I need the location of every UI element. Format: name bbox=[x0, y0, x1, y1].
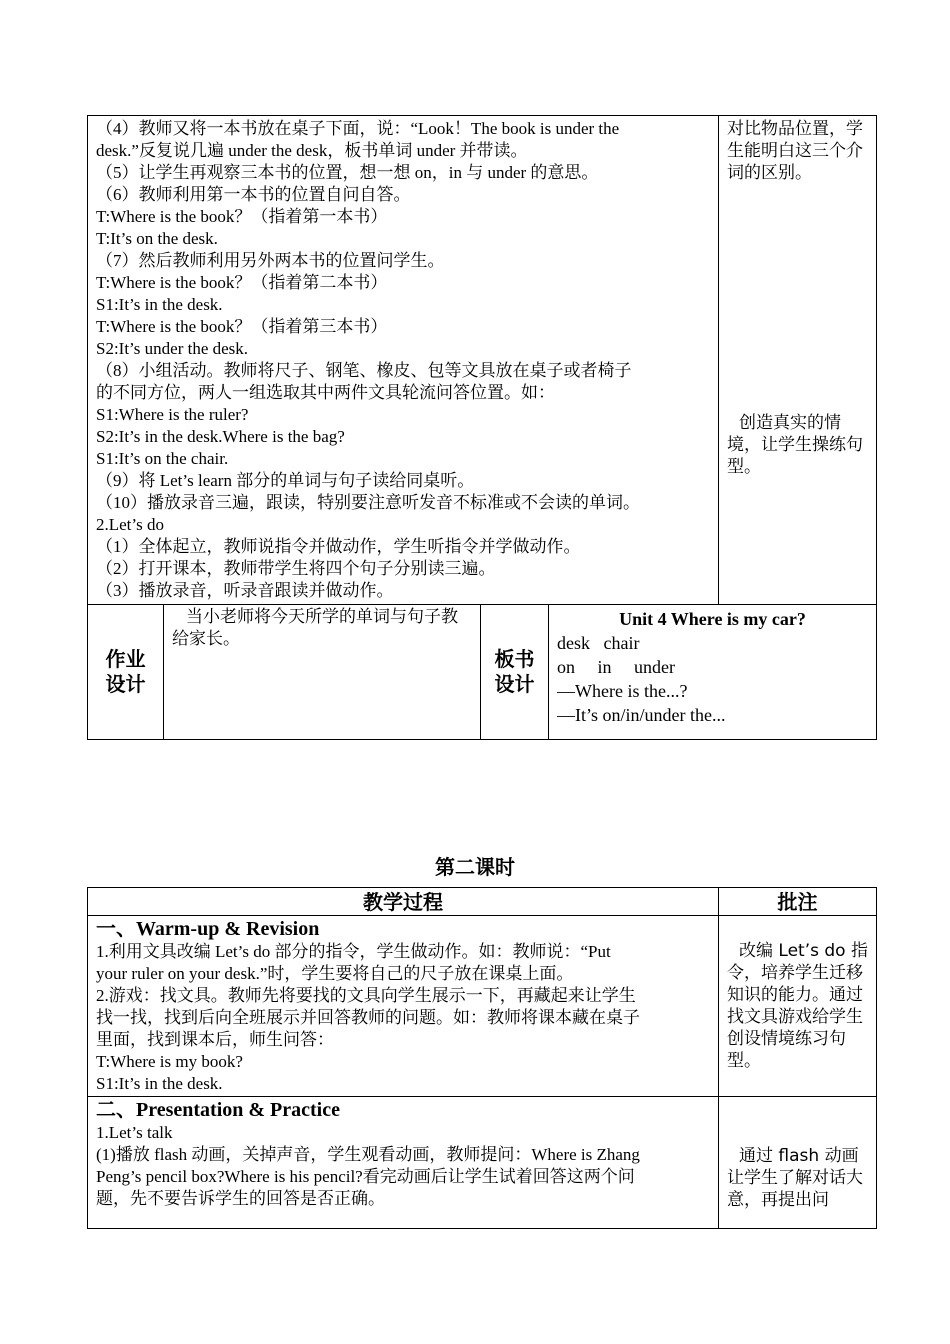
presentation-line: Peng’s pencil box?Where is his pencil?看完动画后让学生试着回答这两个问 bbox=[96, 1167, 635, 1186]
warmup-line: your ruler on your desk.”时，学生要将自己的尺子放在课桌上面。 bbox=[96, 964, 574, 983]
presentation-heading: 二、Presentation & Practice bbox=[96, 1099, 340, 1121]
lesson1-process-line: （2）打开课本，教师带学生将四个句子分别读三遍。 bbox=[96, 559, 496, 578]
header-note: 批注 bbox=[719, 888, 877, 916]
warmup-line: T:Where is my book? bbox=[96, 1052, 243, 1071]
lesson1-process-cell bbox=[88, 116, 719, 605]
board-line-2: on in under bbox=[557, 657, 675, 677]
lesson1-process-line: T:Where is the book？（指着第一本书） bbox=[96, 207, 388, 226]
lesson1-process-lines bbox=[96, 118, 710, 602]
lesson2-table bbox=[87, 887, 877, 1229]
presentation-line: 题，先不要告诉学生的回答是否正确。 bbox=[96, 1189, 385, 1208]
homework-text: 当小老师将今天所学的单词与句子教给家长。 bbox=[164, 605, 481, 740]
lesson1-process-line: T:It’s on the desk. bbox=[96, 229, 218, 248]
lesson1-process-line: （7）然后教师利用另外两本书的位置问学生。 bbox=[96, 251, 445, 270]
presentation-note-text: 通过 flash 动画让学生了解对话大意，再提出问 bbox=[727, 1146, 863, 1210]
warmup-line: 2.游戏：找文具。教师先将要找的文具向学生展示一下，再藏起来让学生 bbox=[96, 986, 636, 1005]
presentation-cell bbox=[88, 1097, 719, 1229]
lesson1-process-line: T:Where is the book？（指着第三本书） bbox=[96, 317, 388, 336]
lesson1-process-line: S1:It’s in the desk. bbox=[96, 295, 223, 314]
lesson1-table bbox=[87, 115, 877, 740]
lesson1-process-line: （8）小组活动。教师将尺子、钢笔、橡皮、包等文具放在桌子或者椅子 bbox=[96, 361, 632, 380]
lesson2-title: 第二课时 bbox=[435, 855, 515, 879]
lesson1-process-line: （6）教师利用第一本书的位置自问自答。 bbox=[96, 185, 411, 204]
board-content bbox=[549, 605, 877, 740]
board-label-text: 板书设计 bbox=[494, 647, 535, 696]
presentation-lines bbox=[96, 1122, 710, 1210]
homework-label bbox=[88, 605, 164, 740]
lesson1-process-line: S2:It’s in the desk.Where is the bag? bbox=[96, 427, 345, 446]
lesson1-process-line: （9）将 Let’s learn 部分的单词与句子读给同桌听。 bbox=[96, 471, 475, 490]
presentation-note bbox=[719, 1097, 877, 1229]
presentation-line: 1.Let’s talk bbox=[96, 1123, 173, 1142]
lesson1-process-line: （3）播放录音，听录音跟读并做动作。 bbox=[96, 581, 394, 600]
lesson1-process-line: S1:Where is the ruler? bbox=[96, 405, 249, 424]
homework-label-text: 作业设计 bbox=[105, 647, 146, 696]
lesson1-process-line: S2:It’s under the desk. bbox=[96, 339, 249, 358]
warmup-lines bbox=[96, 941, 710, 1095]
lesson1-process-line: 2.Let’s do bbox=[96, 515, 164, 534]
warmup-note-text: 改编 Let’s do 指令，培养学生迁移知识的能力。通过找文具游戏给学生创设情境练习句型。 bbox=[727, 941, 868, 1071]
lesson1-process-line: S1:It’s on the chair. bbox=[96, 449, 229, 468]
header-process: 教学过程 bbox=[88, 888, 719, 916]
lesson1-process-line: desk.”反复说几遍 under the desk，板书单词 under 并带读。 bbox=[96, 141, 528, 160]
warmup-line: 找一找，找到后向全班展示并回答教师的问题。如：教师将课本藏在桌子 bbox=[96, 1008, 640, 1027]
presentation-line: (1)播放 flash 动画，关掉声音，学生观看动画，教师提问：Where is Zhang bbox=[96, 1145, 640, 1164]
lesson1-note-1: 对比物品位置，学生能明白这三个介词的区别。 bbox=[727, 119, 863, 183]
board-line-3: —Where is the...? bbox=[557, 681, 688, 701]
lesson1-process-line: 的不同方位，两人一组选取其中两件文具轮流问答位置。如： bbox=[96, 383, 555, 402]
warmup-heading: 一、Warm-up & Revision bbox=[96, 918, 320, 940]
warmup-cell bbox=[88, 916, 719, 1097]
warmup-line: 里面，找到课本后，师生问答： bbox=[96, 1030, 334, 1049]
board-label bbox=[481, 605, 549, 740]
warmup-line: S1:It’s in the desk. bbox=[96, 1074, 223, 1093]
board-line-4: —It’s on/in/under the... bbox=[557, 705, 726, 725]
lesson1-process-line: （1）全体起立，教师说指令并做动作，学生听指令并学做动作。 bbox=[96, 537, 581, 556]
lesson1-process-line: T:Where is the book？（指着第二本书） bbox=[96, 273, 388, 292]
lesson1-process-line: （5）让学生再观察三本书的位置，想一想 on，in 与 under 的意思。 bbox=[96, 163, 599, 182]
warmup-line: 1.利用文具改编 Let’s do 部分的指令，学生做动作。如：教师说：“Put bbox=[96, 942, 611, 961]
lesson1-process-line: （4）教师又将一本书放在桌子下面，说：“Look！The book is under the bbox=[96, 119, 620, 138]
lesson1-note-cell bbox=[719, 116, 877, 605]
board-line-1: desk chair bbox=[557, 633, 640, 653]
board-title: Unit 4 Where is my car? bbox=[619, 609, 806, 629]
lesson1-process-line: （10）播放录音三遍，跟读，特别要注意听发音不标准或不会读的单词。 bbox=[96, 493, 640, 512]
lesson1-note-2: 创造真实的情境，让学生操练句型。 bbox=[727, 413, 863, 477]
warmup-note bbox=[719, 916, 877, 1097]
